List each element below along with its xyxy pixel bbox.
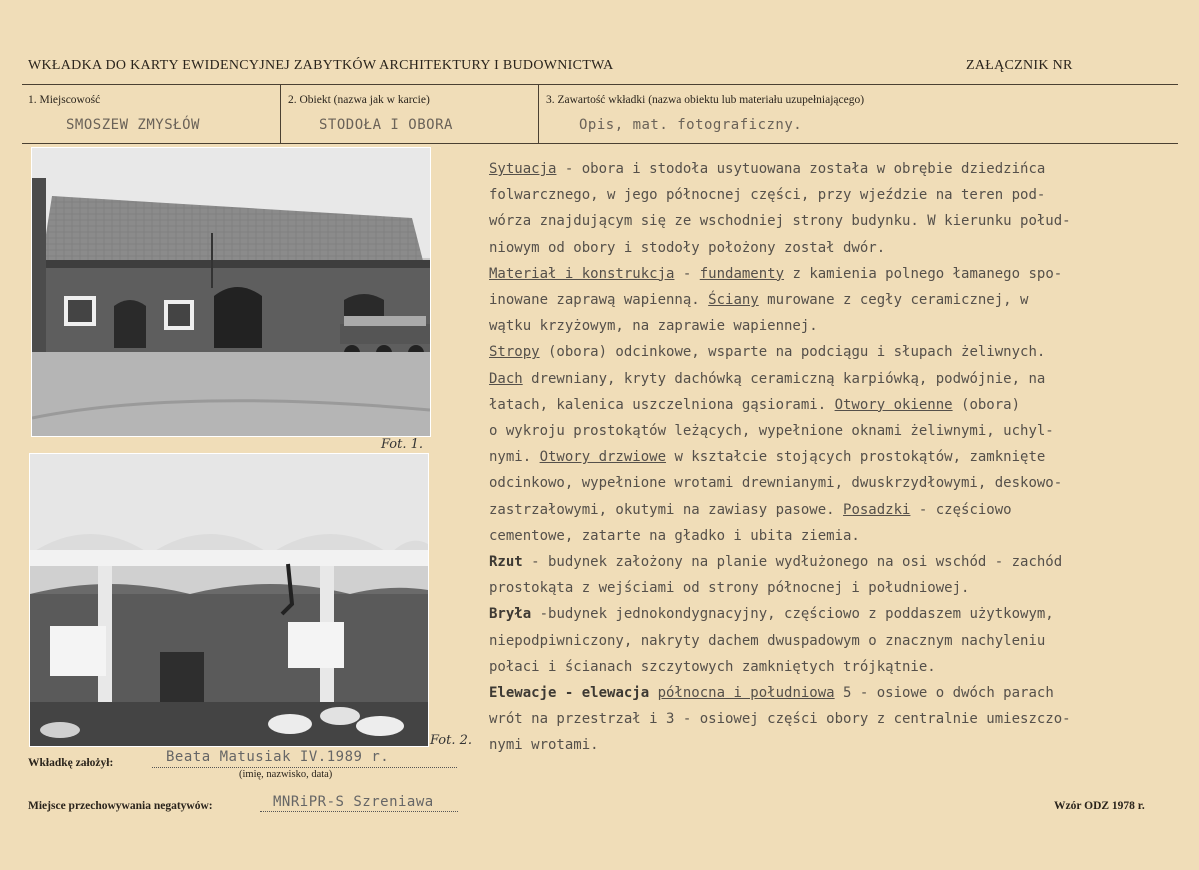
field-2-value: STODOŁA I OBORA (319, 117, 453, 133)
card-title: WKŁADKA DO KARTY EWIDENCYJNEJ ZABYTKÓW ARCHITEKTURY I BUDOWNICTWA (28, 58, 614, 73)
heading-polnocna-poludniowa: północna i południowa (657, 685, 835, 702)
author-hint: (imię, nazwisko, data) (239, 769, 333, 780)
photo-barn-interior (29, 453, 429, 747)
field-3-label: 3. Zawartość wkładki (nazwa obiektu lub materiału uzupełniającego) (546, 94, 865, 106)
form-number: Wzór ODZ 1978 r. (1054, 800, 1145, 812)
header-line-bottom (22, 143, 1178, 144)
photo-2-caption: Fot. 2. (430, 733, 473, 748)
barn-exterior-image (32, 148, 430, 436)
heading-rzut: Rzut (489, 554, 523, 571)
attachment-label: ZAŁĄCZNIK NR (966, 58, 1073, 73)
heading-posadzki: Posadzki (843, 501, 911, 518)
desc-line-22: wrót na przestrzał i 3 - osiowej części obory z centralnie umieszczo- (489, 711, 1071, 728)
field-1-label: 1. Miejscowość (28, 94, 101, 106)
heading-dach: Dach (489, 370, 523, 387)
heading-elewacje: Elewacje (489, 685, 557, 702)
desc-line-14: zastrzałowymi, okutymi na zawiasy pasowe. Posadzki - częściowo (489, 501, 1012, 518)
desc-line-10: łatach, kalenica uszczelniona gąsiorami. Otwory okienne (obora) (489, 396, 1021, 413)
heading-stropy: Stropy (489, 344, 540, 361)
desc-line-17: prostokąta z wejściami od strony północnej i południowej. (489, 580, 970, 597)
heading-material: Materiał i konstrukcja (489, 265, 675, 282)
header-line-top (22, 84, 1178, 85)
storage-label: Miejsce przechowywania negatywów: (28, 800, 213, 812)
desc-line-5: Materiał i konstrukcja - fundamenty z kamienia polnego łamanego spo- (489, 265, 1063, 282)
description-text (489, 156, 1179, 759)
photo-1-caption: Fot. 1. (381, 437, 424, 452)
desc-line-7: wątku krzyżowym, na zaprawie wapiennej. (489, 318, 818, 335)
author-value: Beata Matusiak IV.1989 r. (166, 749, 390, 765)
heading-fundamenty: fundamenty (699, 265, 785, 282)
desc-line-2: folwarcznego, w jego północnej części, przy wjeździe na teren pod- (489, 187, 1046, 204)
desc-line-16: Rzut - budynek założony na planie wydłużonego na osi wschód - zachód (489, 554, 1063, 571)
desc-line-19: niepodpiwniczony, nakryty dachem dwuspadowym o znacznym nachyleniu (489, 632, 1046, 649)
heading-sciany: Ściany (708, 292, 759, 309)
desc-line-23: nymi wrotami. (489, 737, 599, 754)
desc-line-3: wórza znajdującym się ze wschodniej strony budynku. W kierunku połud- (489, 213, 1071, 230)
desc-line-18: Bryła -budynek jednokondygnacyjny, częściowo z poddaszem użytkowym, (489, 606, 1054, 623)
field-1-value: SMOSZEW ZMYSŁÓW (66, 117, 200, 133)
desc-line-12: nymi. Otwory drzwiowe w kształcie stojących prostokątów, zamknięte (489, 449, 1046, 466)
heading-bryla: Bryła (489, 606, 532, 623)
storage-value: MNRiPR-S Szreniawa (273, 794, 434, 810)
desc-line-9: Dach drewniany, kryty dachówką ceramiczną karpiówką, podwójnie, na (489, 370, 1046, 387)
field-2-label: 2. Obiekt (nazwa jak w karcie) (288, 94, 430, 106)
desc-line-15: cementowe, zatarte na gładko i ubita ziemia. (489, 527, 860, 544)
desc-line-20: połaci i ścianach szczytowych zamkniętych trójkątnie. (489, 658, 936, 675)
heading-otwory-okienne: Otwory okienne (834, 396, 953, 413)
heading-otwory-drzwiowe: Otwory drzwiowe (539, 449, 667, 466)
desc-line-8: Stropy (obora) odcinkowe, wsparte na podciągu i słupach żeliwnych. (489, 344, 1046, 361)
heading-sytuacja: Sytuacja (489, 161, 557, 177)
desc-line-1: Sytuacja - obora i stodoła usytuowana została w obrębie dziedzińca (489, 161, 1046, 177)
desc-line-21: Elewacje - elewacja północna i południowa 5 - osiowe o dwóch parach (489, 685, 1054, 702)
author-label: Wkładkę założył: (28, 757, 114, 769)
field-3-value: Opis, mat. fotograficzny. (579, 117, 803, 133)
field-divider-2 (538, 84, 539, 143)
field-divider-1 (280, 84, 281, 143)
desc-line-13: odcinkowo, wypełnione wrotami drewnianymi, dwuskrzydłowymi, deskowo- (489, 475, 1063, 492)
desc-line-11: o wykroju prostokątów leżących, wypełnione oknami żeliwnymi, uchyl- (489, 423, 1054, 440)
desc-line-6: inowane zaprawą wapienną. Ściany murowane z cegły ceramicznej, w (489, 292, 1029, 309)
desc-line-4: niowym od obory i stodoły położony został dwór. (489, 239, 886, 256)
photo-barn-exterior (31, 147, 431, 437)
barn-interior-image (30, 454, 428, 746)
